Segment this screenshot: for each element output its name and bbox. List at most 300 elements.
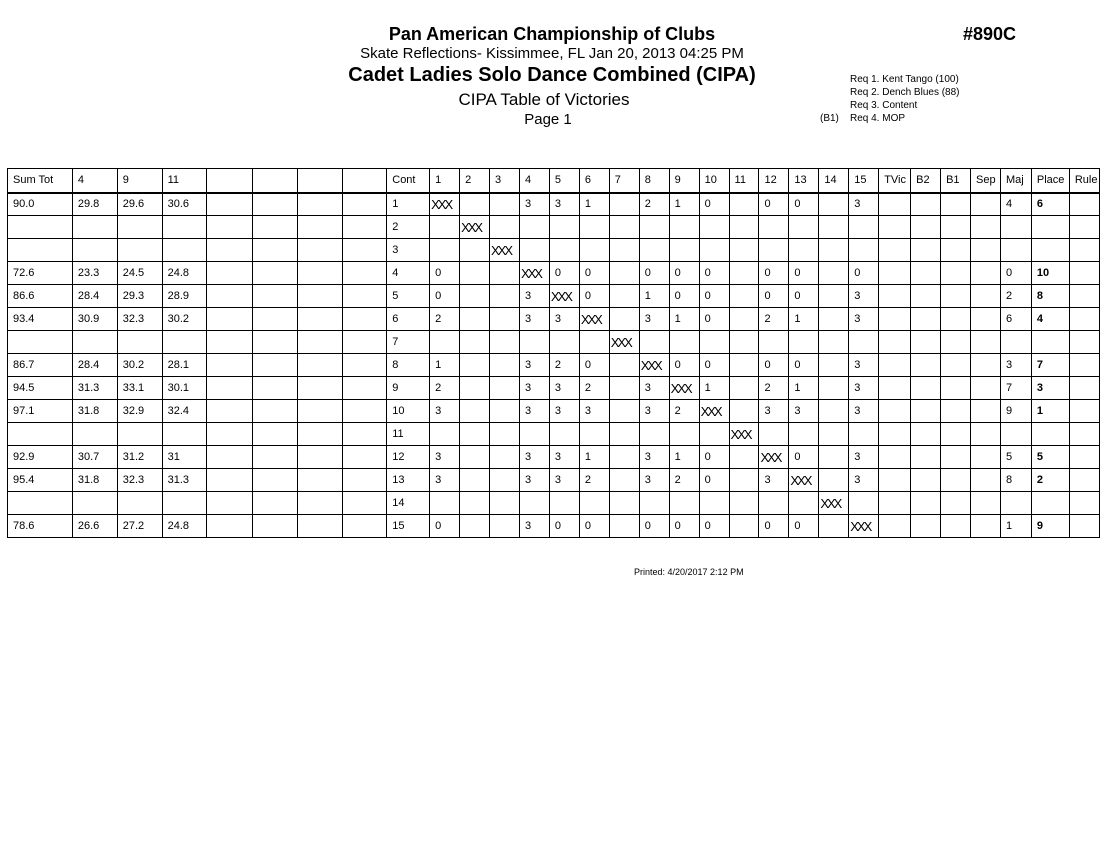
table-cell: 3 [519, 193, 549, 216]
table-cell [941, 400, 971, 423]
table-cell [460, 400, 490, 423]
table-cell [519, 239, 549, 262]
table-cell [819, 377, 849, 400]
table-cell [879, 423, 911, 446]
table-cell [879, 308, 911, 331]
table-cell [117, 423, 162, 446]
table-cell [297, 446, 342, 469]
table-cell: 3 [519, 354, 549, 377]
table-cell [941, 469, 971, 492]
cross-cell: XXX [789, 469, 819, 492]
table-cell: 2 [430, 308, 460, 331]
table-cell: 31.3 [162, 469, 207, 492]
table-cell [609, 469, 639, 492]
table-row [8, 446, 1100, 469]
table-cell [162, 239, 207, 262]
table-cell [941, 515, 971, 538]
table-cell: 1 [579, 446, 609, 469]
table-cell: 27.2 [117, 515, 162, 538]
table-cell [879, 216, 911, 239]
table-cell: 0 [430, 262, 460, 285]
table-cell [1000, 423, 1031, 446]
table-cell: 29.6 [117, 193, 162, 216]
table-cell: 9 [1000, 400, 1031, 423]
table-cell [8, 331, 73, 354]
table-cell [490, 423, 520, 446]
table-cell [609, 308, 639, 331]
table-cell: 2 [430, 377, 460, 400]
table-cell [342, 285, 387, 308]
table-cell: 13 [387, 469, 430, 492]
table-cell [490, 515, 520, 538]
table-cell [207, 515, 253, 538]
table-cell [639, 423, 669, 446]
column-header: 9 [117, 169, 162, 193]
table-cell [253, 193, 298, 216]
table-cell [789, 239, 819, 262]
table-cell: 0 [430, 285, 460, 308]
table-cell: 2 [549, 354, 579, 377]
table-row [8, 331, 1100, 354]
table-cell: 97.1 [8, 400, 73, 423]
table-cell: 29.3 [117, 285, 162, 308]
cross-cell: XXX [819, 492, 849, 515]
table-cell: 0 [639, 262, 669, 285]
table-cell [549, 331, 579, 354]
table-cell [941, 216, 971, 239]
table-cell: 2 [1000, 285, 1031, 308]
table-cell: 3 [849, 377, 879, 400]
table-cell [941, 492, 971, 515]
report-subtitle: Skate Reflections- Kissimmee, FL Jan 20, 2013 04:25 PM [360, 45, 744, 62]
table-cell [207, 423, 253, 446]
table-cell [579, 216, 609, 239]
table-cell: 31.3 [72, 377, 117, 400]
table-cell [1069, 400, 1099, 423]
requirement-text: Req 3. Content [850, 100, 918, 111]
table-cell [911, 446, 941, 469]
table-cell [729, 400, 759, 423]
table-cell [609, 239, 639, 262]
table-cell: 3 [1000, 354, 1031, 377]
table-cell [879, 400, 911, 423]
table-cell [849, 492, 879, 515]
table-cell [207, 469, 253, 492]
table-cell: 0 [699, 262, 729, 285]
table-cell [162, 216, 207, 239]
place-cell: 10 [1031, 262, 1069, 285]
requirement-text: Req 2. Dench Blues (88) [850, 87, 960, 98]
table-cell [117, 216, 162, 239]
table-cell [8, 423, 73, 446]
table-cell: 3 [430, 446, 460, 469]
table-cell: 6 [387, 308, 430, 331]
table-cell [549, 216, 579, 239]
table-cell: 8 [1000, 469, 1031, 492]
table-cell [941, 262, 971, 285]
table-cell [1069, 308, 1099, 331]
table-cell [253, 331, 298, 354]
table-cell [669, 239, 699, 262]
table-cell: 0 [699, 193, 729, 216]
table-cell [941, 331, 971, 354]
table-cell [460, 423, 490, 446]
place-cell [1031, 239, 1069, 262]
table-cell: 3 [849, 285, 879, 308]
table-cell [297, 469, 342, 492]
table-cell [460, 285, 490, 308]
table-cell: 31.8 [72, 469, 117, 492]
table-cell [430, 239, 460, 262]
table-row [8, 193, 1100, 216]
table-cell: 3 [549, 446, 579, 469]
table-cell [490, 193, 520, 216]
table-cell [971, 193, 1001, 216]
table-cell: 3 [849, 308, 879, 331]
table-cell [297, 377, 342, 400]
table-cell: 3 [519, 446, 549, 469]
table-cell [729, 492, 759, 515]
requirement-item [820, 86, 960, 99]
table-cell [971, 377, 1001, 400]
table-cell [460, 239, 490, 262]
table-cell: 0 [789, 193, 819, 216]
table-cell [971, 446, 1001, 469]
table-cell: 2 [387, 216, 430, 239]
table-cell: 8 [387, 354, 430, 377]
table-cell: 2 [759, 308, 789, 331]
table-cell [729, 331, 759, 354]
table-cell: 0 [549, 262, 579, 285]
table-cell: 1 [579, 193, 609, 216]
table-cell: 86.6 [8, 285, 73, 308]
table-cell [911, 239, 941, 262]
table-cell [729, 469, 759, 492]
requirements-list [820, 73, 960, 125]
page-number: Page 1 [524, 111, 572, 128]
table-row [8, 400, 1100, 423]
table-cell: 0 [759, 285, 789, 308]
table-cell [911, 515, 941, 538]
table-cell: 1 [387, 193, 430, 216]
cross-cell: XXX [519, 262, 549, 285]
column-header: 4 [519, 169, 549, 193]
table-cell [460, 446, 490, 469]
table-cell [1069, 239, 1099, 262]
table-cell [253, 423, 298, 446]
table-cell [430, 331, 460, 354]
table-cell [609, 354, 639, 377]
table-cell [519, 216, 549, 239]
table-cell [849, 216, 879, 239]
table-cell: 31.2 [117, 446, 162, 469]
table-cell [253, 285, 298, 308]
table-cell: 3 [519, 285, 549, 308]
table-cell [1000, 331, 1031, 354]
table-row [8, 308, 1100, 331]
table-cell [342, 239, 387, 262]
table-cell: 32.3 [117, 469, 162, 492]
table-cell [609, 446, 639, 469]
table-cell [207, 193, 253, 216]
table-cell [699, 492, 729, 515]
table-cell: 0 [699, 515, 729, 538]
table-cell [162, 331, 207, 354]
cross-cell: XXX [549, 285, 579, 308]
table-cell [699, 331, 729, 354]
table-cell [609, 423, 639, 446]
table-cell: 0 [669, 262, 699, 285]
table-cell [162, 423, 207, 446]
table-row [8, 423, 1100, 446]
table-cell [162, 492, 207, 515]
table-cell: 1 [669, 193, 699, 216]
table-cell: 12 [387, 446, 430, 469]
table-cell [699, 239, 729, 262]
table-cell [879, 262, 911, 285]
table-cell: 5 [387, 285, 430, 308]
table-cell: 24.8 [162, 262, 207, 285]
column-header: Maj [1000, 169, 1031, 193]
table-cell [297, 262, 342, 285]
table-cell: 26.6 [72, 515, 117, 538]
table-cell: 28.9 [162, 285, 207, 308]
table-cell: 29.8 [72, 193, 117, 216]
table-cell [72, 492, 117, 515]
table-cell: 0 [579, 285, 609, 308]
table-cell: 93.4 [8, 308, 73, 331]
table-cell: 95.4 [8, 469, 73, 492]
table-cell [490, 285, 520, 308]
table-cell [1069, 216, 1099, 239]
table-cell [819, 285, 849, 308]
table-cell: 0 [759, 354, 789, 377]
table-cell [911, 469, 941, 492]
table-row [8, 492, 1100, 515]
table-cell [430, 492, 460, 515]
table-cell: 3 [849, 354, 879, 377]
cross-cell: XXX [729, 423, 759, 446]
place-cell: 9 [1031, 515, 1069, 538]
table-cell [342, 377, 387, 400]
table-cell: 32.4 [162, 400, 207, 423]
place-cell [1031, 492, 1069, 515]
table-cell: 0 [639, 515, 669, 538]
table-cell [819, 193, 849, 216]
table-cell [759, 216, 789, 239]
table-cell [971, 239, 1001, 262]
table-cell [609, 400, 639, 423]
table-cell [253, 492, 298, 515]
table-cell [911, 331, 941, 354]
table-cell [879, 492, 911, 515]
cross-cell: XXX [699, 400, 729, 423]
table-cell: 3 [387, 239, 430, 262]
table-cell [879, 193, 911, 216]
table-cell [253, 239, 298, 262]
table-cell [207, 492, 253, 515]
table-cell [72, 239, 117, 262]
table-cell [490, 400, 520, 423]
place-cell: 3 [1031, 377, 1069, 400]
header-row [8, 169, 1100, 193]
table-cell: 0 [1000, 262, 1031, 285]
table-cell [879, 239, 911, 262]
table-row [8, 469, 1100, 492]
table-cell: 3 [549, 469, 579, 492]
table-cell: 3 [849, 193, 879, 216]
column-header: Rule [1069, 169, 1099, 193]
table-cell: 1 [430, 354, 460, 377]
table-cell [911, 423, 941, 446]
place-cell: 6 [1031, 193, 1069, 216]
table-cell: 30.2 [117, 354, 162, 377]
table-cell [490, 331, 520, 354]
column-header: 8 [639, 169, 669, 193]
table-cell [639, 216, 669, 239]
table-cell: 2 [639, 193, 669, 216]
table-cell [460, 262, 490, 285]
table-cell [207, 377, 253, 400]
table-cell: 3 [549, 400, 579, 423]
table-cell [460, 331, 490, 354]
table-cell: 1 [789, 377, 819, 400]
table-cell [609, 492, 639, 515]
table-cell: 3 [849, 469, 879, 492]
table-cell [1000, 492, 1031, 515]
table-cell [729, 308, 759, 331]
table-cell [579, 331, 609, 354]
table-cell [729, 262, 759, 285]
table-cell: 78.6 [8, 515, 73, 538]
table-cell [460, 469, 490, 492]
table-cell [1069, 377, 1099, 400]
column-header: Place [1031, 169, 1069, 193]
table-cell: 24.5 [117, 262, 162, 285]
table-cell [519, 423, 549, 446]
place-cell [1031, 331, 1069, 354]
table-cell: 7 [1000, 377, 1031, 400]
table-cell [207, 308, 253, 331]
table-cell [8, 216, 73, 239]
table-cell [1069, 193, 1099, 216]
table-cell [911, 308, 941, 331]
table-cell [490, 308, 520, 331]
table-cell: 15 [387, 515, 430, 538]
table-cell: 0 [699, 354, 729, 377]
table-row [8, 515, 1100, 538]
place-cell: 2 [1031, 469, 1069, 492]
table-cell [609, 377, 639, 400]
table-row [8, 262, 1100, 285]
table-row [8, 216, 1100, 239]
place-cell: 8 [1031, 285, 1069, 308]
column-header: Sum Tot [8, 169, 73, 193]
table-cell [342, 400, 387, 423]
column-header: TVic [879, 169, 911, 193]
table-cell: 0 [699, 308, 729, 331]
table-cell [609, 285, 639, 308]
table-cell: 2 [579, 377, 609, 400]
table-cell: 0 [579, 262, 609, 285]
cross-cell: XXX [759, 446, 789, 469]
table-cell: 30.1 [162, 377, 207, 400]
requirement-text: Req 1. Kent Tango (100) [850, 74, 959, 85]
table-cell [460, 515, 490, 538]
column-header: 6 [579, 169, 609, 193]
place-cell: 5 [1031, 446, 1069, 469]
table-cell [342, 446, 387, 469]
table-cell [297, 423, 342, 446]
cross-cell: XXX [609, 331, 639, 354]
requirement-prefix: (B1) [820, 113, 839, 124]
table-cell [819, 262, 849, 285]
table-cell [342, 308, 387, 331]
column-header: B1 [941, 169, 971, 193]
column-header: Sep [971, 169, 1001, 193]
table-cell [669, 423, 699, 446]
table-cell [253, 400, 298, 423]
table-cell: 3 [519, 377, 549, 400]
table-cell [789, 216, 819, 239]
table-cell: 3 [519, 308, 549, 331]
table-cell [609, 216, 639, 239]
table-cell [297, 285, 342, 308]
table-cell [971, 492, 1001, 515]
table-cell [971, 400, 1001, 423]
table-cell: 3 [639, 446, 669, 469]
table-cell [297, 331, 342, 354]
table-cell [253, 262, 298, 285]
table-cell: 86.7 [8, 354, 73, 377]
table-cell: 30.6 [162, 193, 207, 216]
table-cell [72, 331, 117, 354]
cross-cell: XXX [669, 377, 699, 400]
table-cell [297, 492, 342, 515]
victories-table [7, 168, 1100, 538]
table-cell [819, 331, 849, 354]
table-cell [1069, 331, 1099, 354]
table-cell [911, 400, 941, 423]
table-cell [207, 354, 253, 377]
table-cell [490, 446, 520, 469]
table-cell: 3 [579, 400, 609, 423]
table-cell [207, 285, 253, 308]
table-cell [699, 216, 729, 239]
requirement-item [820, 112, 960, 125]
table-cell [729, 377, 759, 400]
table-cell [729, 216, 759, 239]
column-header: 11 [162, 169, 207, 193]
table-cell: 0 [759, 515, 789, 538]
table-cell [669, 492, 699, 515]
table-cell [1000, 239, 1031, 262]
printed-timestamp: Printed: 4/20/2017 2:12 PM [634, 567, 744, 577]
table-cell: 2 [759, 377, 789, 400]
table-cell [253, 377, 298, 400]
table-cell [729, 354, 759, 377]
table-cell: 3 [519, 469, 549, 492]
table-cell [207, 446, 253, 469]
table-cell [819, 354, 849, 377]
place-cell [1031, 216, 1069, 239]
table-cell [579, 423, 609, 446]
table-cell: 0 [699, 446, 729, 469]
table-cell [941, 354, 971, 377]
table-cell [490, 469, 520, 492]
table-cell: 0 [789, 285, 819, 308]
table-cell [819, 423, 849, 446]
